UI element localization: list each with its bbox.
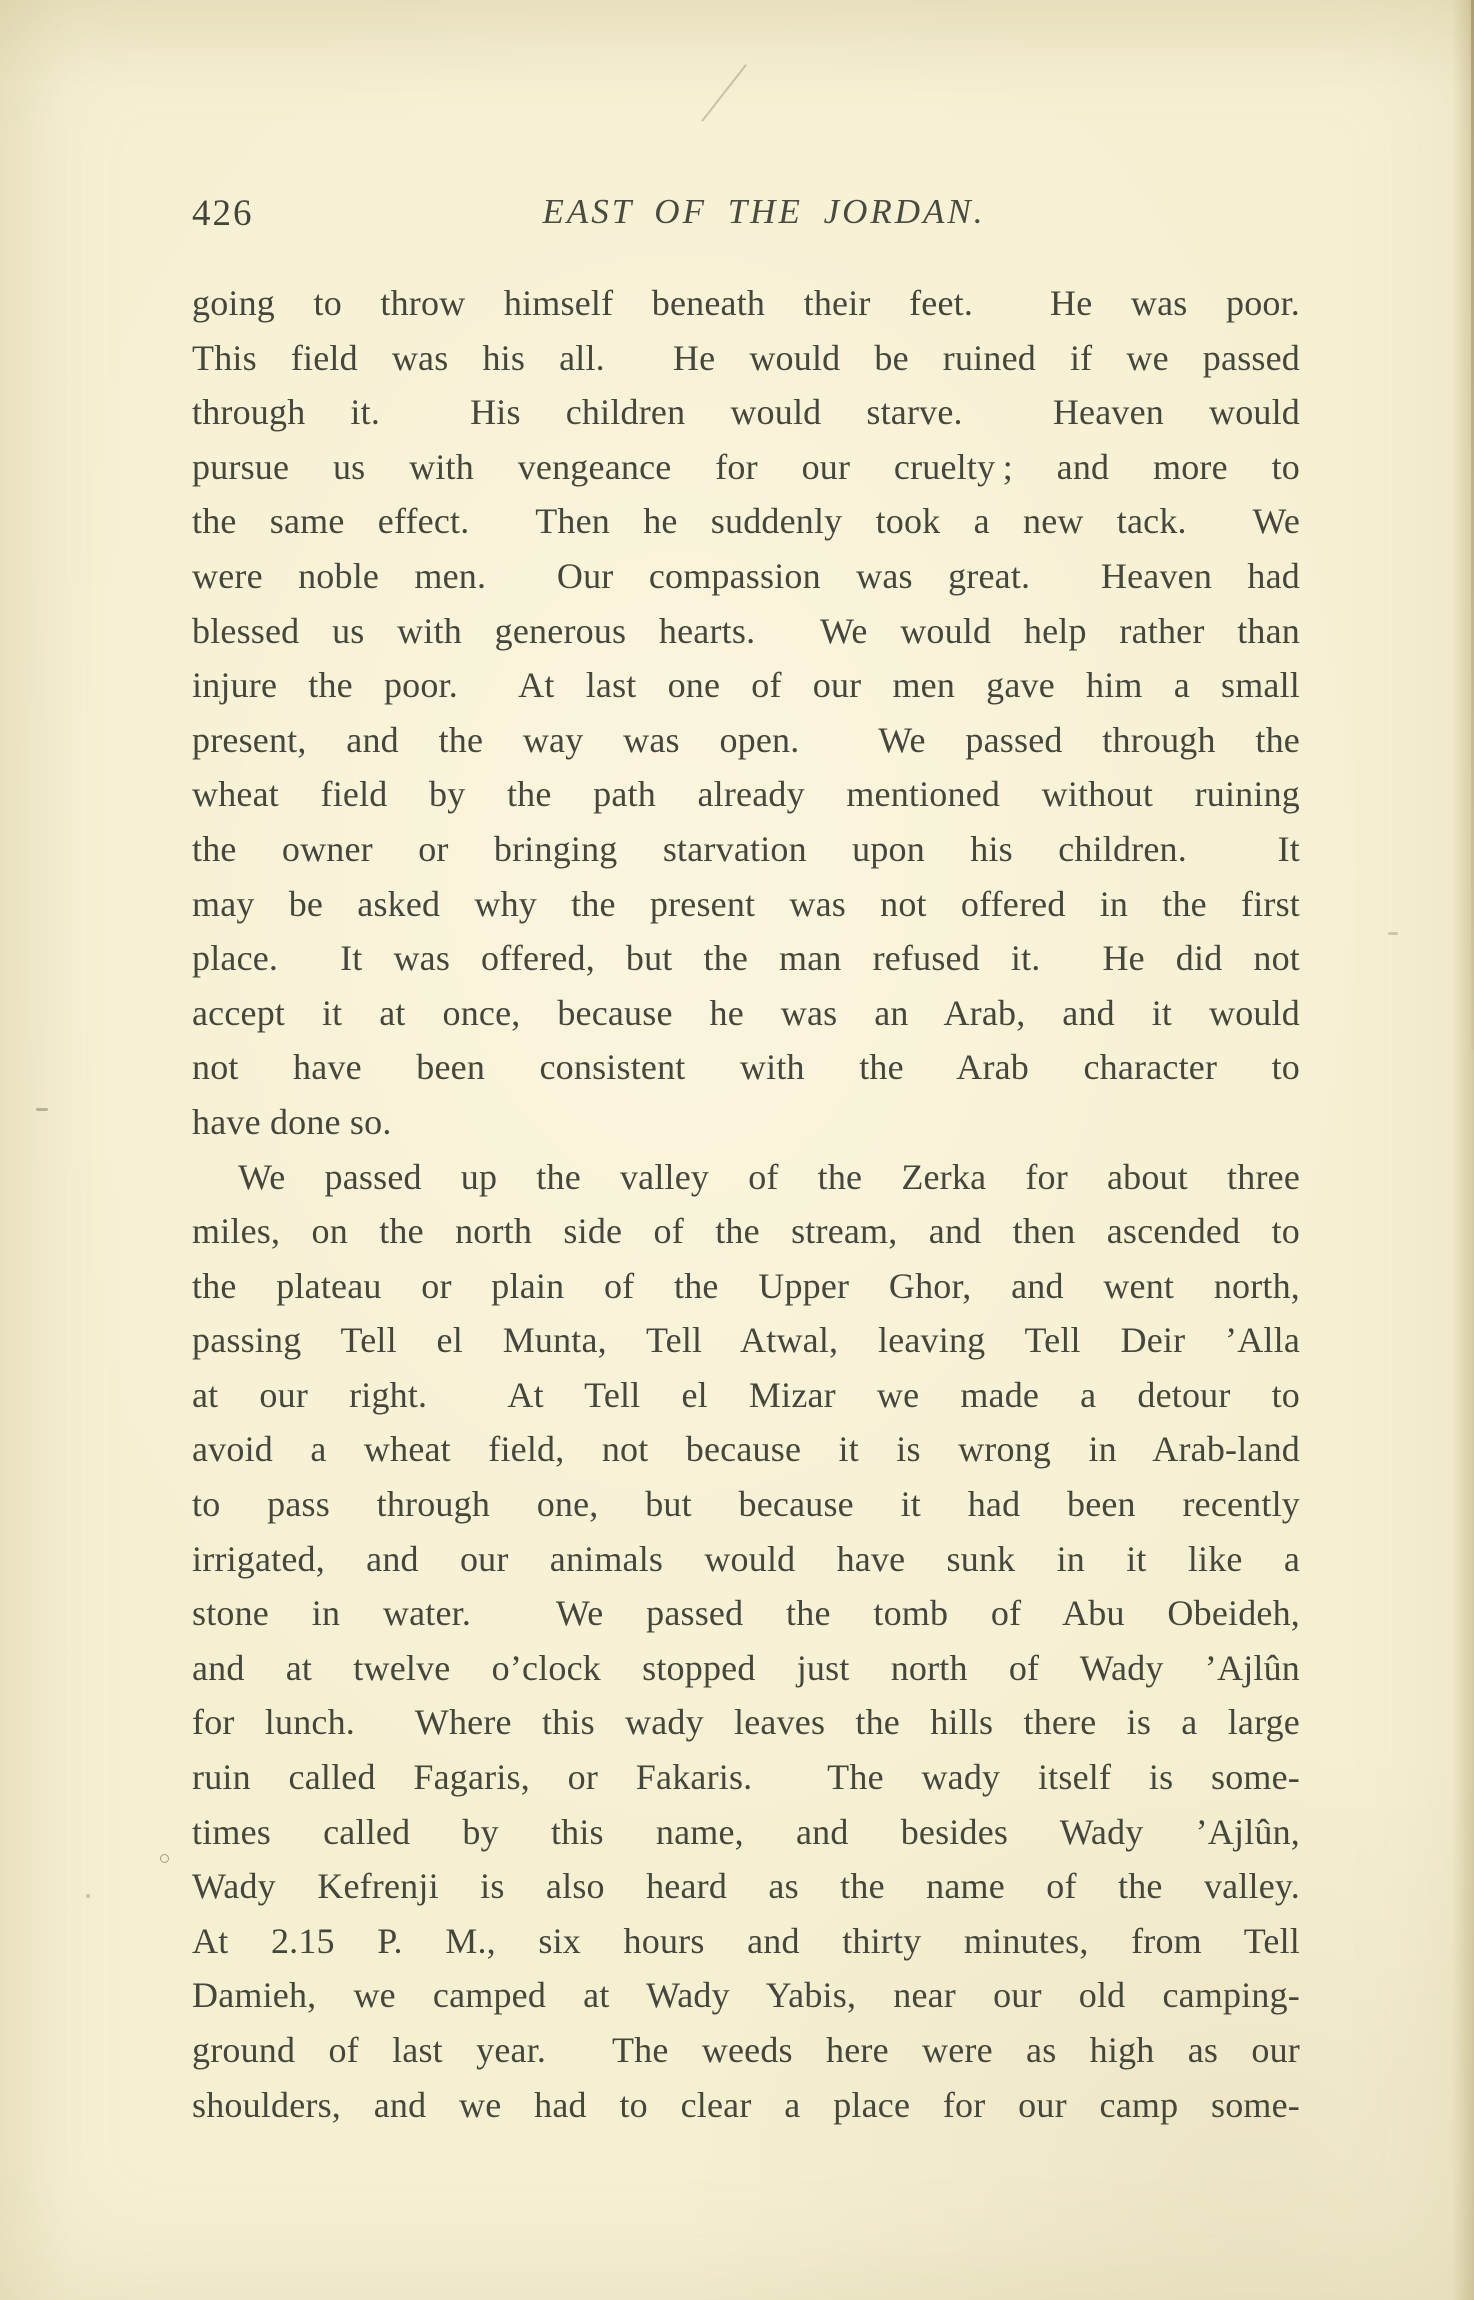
running-title: EAST OF THE JORDAN. (542, 192, 986, 231)
text-line: the same effect. Then he suddenly took a new tack. We (192, 501, 1300, 542)
text-line: shoulders, and we had to clear a place for our camp some- (192, 2084, 1300, 2125)
text-line: have done so. (192, 1101, 392, 1142)
paragraph (192, 276, 1300, 1150)
text-line: This field was his all. He would be ruined if we passed (192, 337, 1300, 378)
text-line: may be asked why the present was not offered in the first (192, 883, 1300, 924)
text-line: avoid a wheat field, not because it is wrong in Arab-land (192, 1429, 1300, 1470)
text-line: stone in water. We passed the tomb of Abu Obeideh, (192, 1593, 1300, 1634)
body-text (192, 276, 1300, 2132)
text-line: at our right. At Tell el Mizar we made a detour to (192, 1374, 1300, 1415)
text-line: the owner or bringing starvation upon his children. It (192, 828, 1300, 869)
text-line: blessed us with generous hearts. We would help rather than (192, 610, 1300, 651)
text-line: times called by this name, and besides Wady ’Ajlûn, (192, 1811, 1300, 1852)
text-line: present, and the way was open. We passed through the (192, 719, 1300, 760)
text-line: Wady Kefrenji is also heard as the name of the valley. (192, 1866, 1300, 1907)
text-line: pursue us with vengeance for our cruelty ; and more to (192, 446, 1300, 487)
text-line: passing Tell el Munta, Tell Atwal, leaving Tell Deir ’Alla (192, 1320, 1300, 1361)
text-line: wheat field by the path already mentioned without ruining (192, 774, 1300, 815)
text-line: irrigated, and our animals would have sunk in it like a (192, 1538, 1300, 1579)
text-line: miles, on the north side of the stream, and then ascended to (192, 1211, 1300, 1252)
paragraph (192, 1150, 1300, 2133)
text-line: Damieh, we camped at Wady Yabis, near our old camping- (192, 1975, 1300, 2016)
text-line: for lunch. Where this wady leaves the hills there is a large (192, 1702, 1300, 1743)
text-line: the plateau or plain of the Upper Ghor, and went north, (192, 1265, 1300, 1306)
text-line: We passed up the valley of the Zerka for about three (238, 1156, 1300, 1197)
text-line: to pass through one, but because it had been recently (192, 1484, 1300, 1525)
text-line: going to throw himself beneath their feet. He was poor. (192, 283, 1300, 323)
text-line: not have been consistent with the Arab character to (192, 1047, 1300, 1088)
text-line: and at twelve o’clock stopped just north of Wady ’Ajlûn (192, 1647, 1300, 1688)
text-line: ruin called Fagaris, or Fakaris. The wady itself is some- (192, 1757, 1300, 1798)
text-line: At 2.15 P. M., six hours and thirty minutes, from Tell (192, 1920, 1300, 1961)
running-head (192, 192, 1300, 244)
text-line: ground of last year. The weeds here were as high as our (192, 2030, 1300, 2070)
text-line: through it. His children would starve. Heaven would (192, 392, 1300, 433)
text-line: injure the poor. At last one of our men gave him a small (192, 665, 1300, 706)
text-line: place. It was offered, but the man refused it. He did not (192, 938, 1300, 979)
page-number: 426 (192, 193, 254, 234)
text-line: were noble men. Our compassion was great. Heaven had (192, 555, 1300, 596)
text-line: accept it at once, because he was an Arab, and it would (192, 992, 1300, 1033)
